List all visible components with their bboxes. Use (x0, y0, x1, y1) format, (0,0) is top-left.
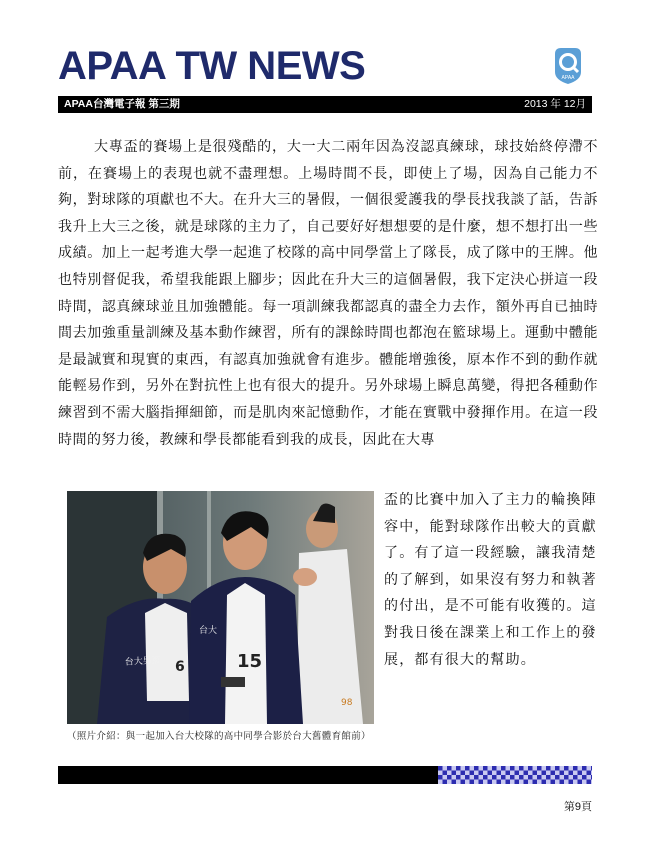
jersey-left-number: 6 (175, 659, 185, 675)
article-paragraph: 大專盃的賽場上是很殘酷的，大一大二兩年因為沒認真練球，球技始終停滯不前，在賽場上的表現也就不盡理想。上場時間不長，即使上了場，因為自己能力不夠，對球隊的項獻也不大。在升大三的暑假，一個很愛護我的學長找我談了話，告訴我升上大三之後，就是球隊的主力了，自己要好好想想要的是什麼，想不想打出一些成績。加上一起考進大學一起進了校隊的高中同學當上了隊長，成了隊中的王牌。他也特別督促我，希望我能跟上腳步；因此在升大三的這個暑假，我下定決心拼這一段時間，認真練球並且加強體能。每一項訓練我都認真的盡全力去作，額外再自已抽時間去加強重量訓練及基本動作練習，所有的課餘時間也都泡在籃球場上。運動中體能是最誠實和現實的東西，有認真加強就會有進步。體能增強後，原本作不到的動作就能輕易作到，另外在對抗性上也有很大的提升。另外球場上瞬息萬變，得把各種動作練習到不需大腦指揮細節，而是肌肉來記憶動作，才能在實戰中發揮作用。在這一段時間的努力後，教練和學長都能看到我的成長，因此在大專 (58, 139, 598, 448)
issue-date: 2013 年 12月 (524, 98, 586, 110)
header-bar (58, 96, 592, 113)
jersey-left-text: 台大男籃 (124, 655, 162, 668)
page-number: 第9頁 (563, 801, 592, 813)
issue-label: APAA台灣電子報 第三期 (64, 98, 180, 110)
masthead-title: APAA TW NEWS (58, 44, 366, 88)
logo-text: APAA (561, 75, 575, 81)
team-photo (67, 491, 374, 724)
photo-illustration (67, 491, 374, 724)
jersey-right-number: 15 (237, 651, 263, 672)
jersey-right-text: 台大 (199, 626, 218, 636)
shorts-number: 98 (341, 698, 353, 708)
apaa-logo-icon (551, 46, 585, 86)
footer-bar (58, 766, 592, 784)
footer-checker-pattern (438, 766, 592, 784)
article-wrap-text: 盃的比賽中加入了主力的輪換陣容中，能對球隊作出較大的貢獻了。有了這一段經驗，讓我清楚的了解到，如果沒有努力和執著的付出，是不可能有收獲的。這對我日後在課業上和工作上的發展，都有很大的幫助。 (384, 492, 597, 668)
photo-caption: （照片介紹：與一起加入台大校隊的高中同學合影於台大舊體育館前） (67, 731, 371, 742)
footer-black-band (58, 766, 438, 784)
